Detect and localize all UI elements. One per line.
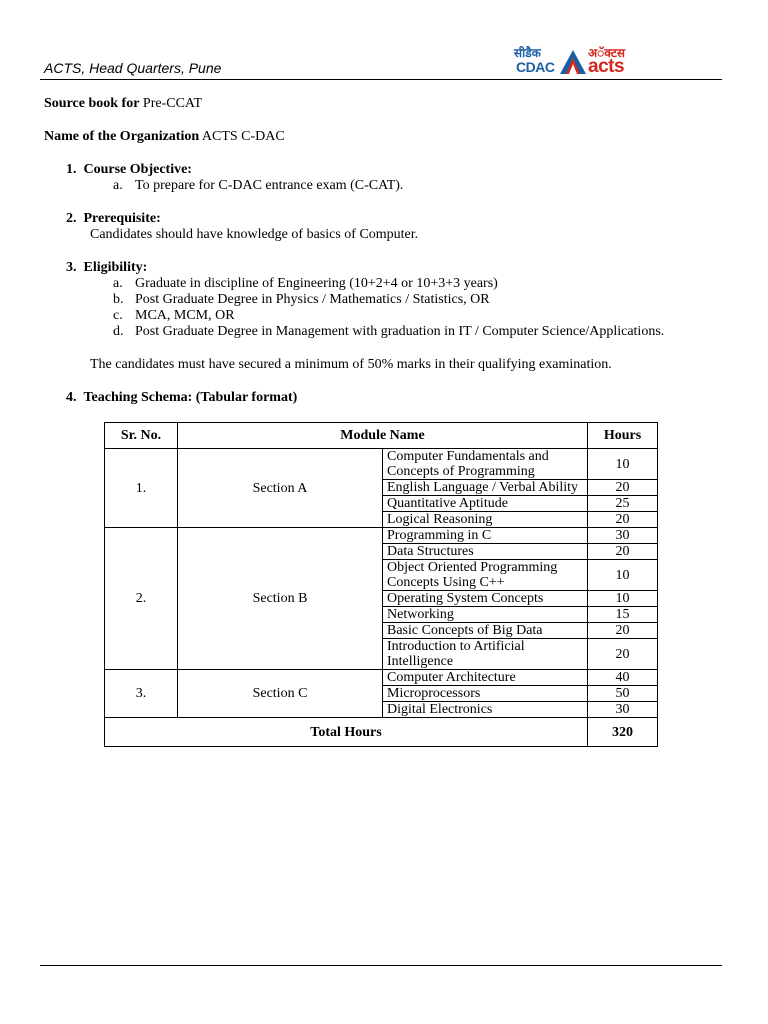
hours-cell: 20 xyxy=(588,623,658,639)
table-row xyxy=(105,670,658,686)
logo-hindi-cdac: सीडैक xyxy=(514,46,541,60)
section-cell: Section A xyxy=(178,449,383,528)
list-item: a. Graduate in discipline of Engineering (10+2+4 or 10+3+3 years) xyxy=(113,276,498,291)
organization-line xyxy=(44,129,285,145)
module-cell: English Language / Verbal Ability xyxy=(383,480,588,496)
source-book-line xyxy=(44,96,202,112)
organization-value: ACTS C-DAC xyxy=(201,129,285,144)
module-cell: Basic Concepts of Big Data xyxy=(383,623,588,639)
hours-cell: 10 xyxy=(588,560,658,591)
hours-cell: 25 xyxy=(588,496,658,512)
header-title: ACTS, Head Quarters, Pune xyxy=(44,60,222,76)
module-cell: Digital Electronics xyxy=(383,702,588,718)
total-row xyxy=(105,718,658,747)
sr-no-cell: 3. xyxy=(105,670,178,718)
source-book-label: Source book for xyxy=(44,96,140,111)
module-cell: Quantitative Aptitude xyxy=(383,496,588,512)
table-row xyxy=(105,449,658,480)
logo-acts-text: acts xyxy=(588,56,625,77)
logo-cdac-text: CDAC xyxy=(516,59,555,75)
hours-cell: 10 xyxy=(588,449,658,480)
hours-cell: 30 xyxy=(588,702,658,718)
prerequisite-heading: 2. Prerequisite: xyxy=(66,211,161,226)
prerequisite-text: Candidates should have knowledge of basics of Computer. xyxy=(90,227,419,242)
header-module-name: Module Name xyxy=(178,423,588,449)
module-cell: Networking xyxy=(383,607,588,623)
source-book-value: Pre-CCAT xyxy=(142,96,203,111)
logo-hindi-acts: अॅक्टस xyxy=(588,46,625,60)
module-cell: Logical Reasoning xyxy=(383,512,588,528)
logo-triangle-icon xyxy=(558,48,588,76)
hours-cell: 15 xyxy=(588,607,658,623)
eligibility-heading: 3. Eligibility: xyxy=(66,260,148,275)
section-cell: Section B xyxy=(178,528,383,670)
module-cell: Computer Architecture xyxy=(383,670,588,686)
organization-label: Name of the Organization xyxy=(44,129,200,144)
hours-cell: 20 xyxy=(588,512,658,528)
module-cell: Operating System Concepts xyxy=(383,591,588,607)
hours-cell: 20 xyxy=(588,544,658,560)
eligibility-note: The candidates must have secured a minimum of 50% marks in their qualifying examination. xyxy=(90,357,612,372)
footer-rule xyxy=(40,965,722,966)
header-rule xyxy=(40,79,722,80)
hours-cell: 20 xyxy=(588,639,658,670)
total-label: Total Hours xyxy=(105,718,588,747)
objective-heading: 1. Course Objective: xyxy=(66,162,192,177)
sr-no-cell: 2. xyxy=(105,528,178,670)
table-row xyxy=(105,528,658,544)
section-cell: Section C xyxy=(178,670,383,718)
list-item: a. To prepare for C-DAC entrance exam (C-CAT). xyxy=(113,178,404,193)
list-item: b. Post Graduate Degree in Physics / Mathematics / Statistics, OR xyxy=(113,292,490,307)
teaching-heading: 4. Teaching Schema: (Tabular format) xyxy=(66,390,298,405)
module-cell: Data Structures xyxy=(383,544,588,560)
module-cell: Introduction to Artificial Intelligence xyxy=(383,639,588,670)
module-cell: Microprocessors xyxy=(383,686,588,702)
hours-cell: 30 xyxy=(588,528,658,544)
hours-cell: 10 xyxy=(588,591,658,607)
header-sr-no: Sr. No. xyxy=(105,423,178,449)
module-cell: Programming in C xyxy=(383,528,588,544)
module-cell: Computer Fundamentals and Concepts of Programming xyxy=(383,449,588,480)
hours-cell: 20 xyxy=(588,480,658,496)
cdac-acts-logo xyxy=(514,44,632,78)
list-item: d. Post Graduate Degree in Management with graduation in IT / Computer Science/Applications. xyxy=(113,324,665,339)
total-value: 320 xyxy=(588,718,658,747)
hours-cell: 50 xyxy=(588,686,658,702)
module-cell: Object Oriented Programming Concepts Using C++ xyxy=(383,560,588,591)
table-header-row xyxy=(105,423,658,449)
teaching-schema-table xyxy=(104,422,658,747)
list-item: c. MCA, MCM, OR xyxy=(113,308,235,323)
sr-no-cell: 1. xyxy=(105,449,178,528)
hours-cell: 40 xyxy=(588,670,658,686)
header-hours: Hours xyxy=(588,423,658,449)
